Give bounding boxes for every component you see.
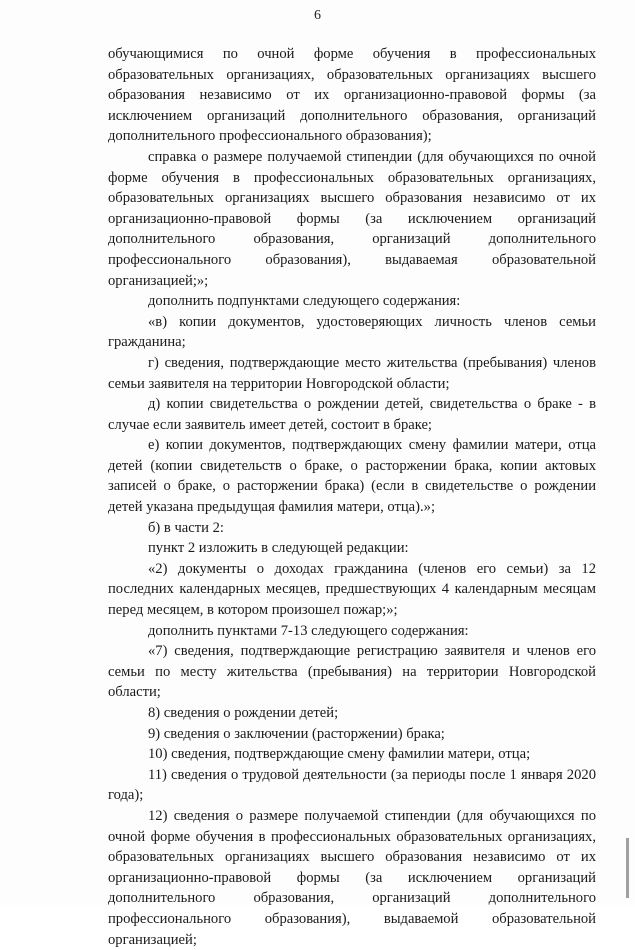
paragraph: 12) сведения о размере получаемой стипендии (для обучающихся по очной форме обучения в профессиональных образовательных организациях, образовательных организациях высшего образования независимо от их организационно-правовой формы (за исключением организаций дополнительного образования, организаций дополнительного профессионального образования), выдаваемой образовательной организацией; <box>108 807 596 948</box>
page-number: 6 <box>314 8 321 23</box>
paragraph: е) копии документов, подтверждающих смену фамилии матери, отца детей (копии свидетельств о браке, о расторжении брака, копии актовых записей о браке, о расторжении брака) (если в свидетельстве о рождении детей указана предыдущая фамилия матери, отца).»; <box>108 437 596 516</box>
paragraph: «в) копии документов, удостоверяющих личность членов семьи гражданина; <box>108 313 596 351</box>
paragraph: «7) сведения, подтверждающие регистрацию заявителя и членов его семьи по месту жительства (пребывания) на территории Новгородской области; <box>108 643 596 701</box>
paragraph: 10) сведения, подтверждающие смену фамилии матери, отца; <box>148 746 531 763</box>
paragraph: г) сведения, подтверждающие место жительства (пребывания) членов семьи заявителя на территории Новгородской области; <box>108 354 596 392</box>
paragraph: обучающимися по очной форме обучения в профессиональных образовательных организациях, образовательных организациях высшего образования независимо от их организационно-правовой формы (за исключением организаций дополнительного образования, организаций дополнительного профессионального образования); <box>108 46 596 145</box>
paragraph: 9) сведения о заключении (расторжении) брака; <box>148 725 445 742</box>
document-body <box>108 44 596 950</box>
paragraph: пункт 2 изложить в следующей редакции: <box>148 540 409 557</box>
scan-edge-mark <box>626 838 629 898</box>
paragraph: 11) сведения о трудовой деятельности (за периоды после 1 января 2020 года); <box>108 766 596 804</box>
paragraph: дополнить пунктами 7-13 следующего содержания: <box>148 622 469 639</box>
paragraph: д) копии свидетельства о рождении детей, свидетельства о браке - в случае если заявитель имеет детей, состоит в браке; <box>108 396 596 433</box>
paragraph: дополнить подпунктами следующего содержания: <box>148 293 461 310</box>
paragraph: «2) документы о доходах гражданина (членов его семьи) за 12 последних календарных месяцев, предшествующих 4 календарным месяцам перед месяцем, в котором произошел пожар;»; <box>108 560 596 619</box>
paragraph: 8) сведения о рождении детей; <box>148 705 339 721</box>
paragraph: б) в части 2: <box>148 519 224 536</box>
paragraph: справка о размере получаемой стипендии (для обучающихся по очной форме обучения в профессиональных образовательных организациях, образовательных организациях высшего образования независимо от их организационно-правовой формы (за исключением организаций дополнительного образования, организаций дополнительного профессионального образования), выдаваемая образовательной организацией;»; <box>108 148 596 289</box>
